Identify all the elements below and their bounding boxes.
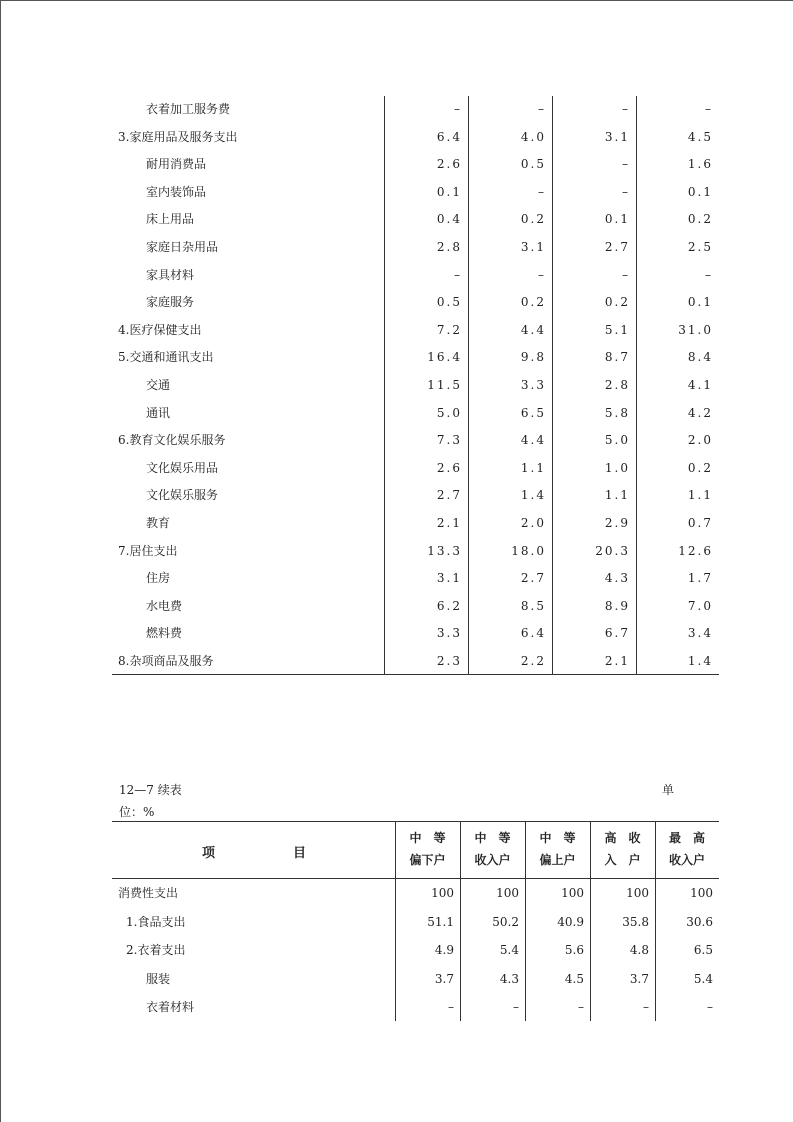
table-row — [112, 151, 719, 178]
table-cell: 1.1 — [687, 488, 713, 503]
table-row — [112, 620, 719, 647]
table-cell: 100 — [431, 886, 454, 900]
row-label: 燃料费 — [146, 626, 183, 641]
table-cell: 40.9 — [557, 914, 584, 929]
table-cell: 0.1 — [687, 184, 713, 199]
table-row — [112, 648, 719, 675]
table-cell: 2.3 — [436, 654, 462, 668]
table-cell: 7.0 — [687, 598, 713, 613]
table-row — [112, 565, 719, 592]
column-header: 最 高 收入户 — [668, 831, 705, 867]
table-cell: 8.5 — [520, 598, 546, 613]
table-cell: 6.7 — [604, 626, 630, 641]
table-cell: 2.5 — [687, 240, 713, 254]
row-label: 4.医疗保健支出 — [118, 322, 202, 337]
table-row — [112, 96, 719, 123]
column-header: 高 收 入 户 — [604, 831, 641, 867]
row-label: 1.食品支出 — [126, 914, 186, 929]
table-cell: 4.5 — [564, 971, 584, 986]
table-cell: 2.0 — [520, 516, 546, 530]
table-cell: 50.2 — [492, 914, 519, 929]
column-header: 中 等 偏下户 — [409, 831, 446, 867]
table-cell: 51.1 — [427, 914, 454, 929]
table-cell: – — [448, 1000, 454, 1014]
table-cell: 2.8 — [604, 378, 630, 392]
table-row — [112, 965, 719, 993]
table-cell: 0.2 — [687, 212, 713, 227]
table-top-rule — [112, 821, 719, 822]
table-cell: 2.1 — [436, 516, 462, 530]
unit-label: 位：% — [119, 805, 155, 819]
table-row — [112, 262, 719, 289]
table-cell: 100 — [626, 886, 649, 900]
table-cell: 5.0 — [436, 405, 462, 420]
table-cell: 2.7 — [604, 240, 630, 254]
row-label: 8.杂项商品及服务 — [118, 654, 214, 668]
table-cell: 4.9 — [434, 943, 454, 957]
table-row — [112, 400, 719, 427]
table-row — [112, 510, 719, 537]
item-column-header: 项 目 — [202, 846, 307, 861]
table-cell: 30.6 — [686, 914, 713, 929]
row-label: 7.居住支出 — [118, 543, 178, 558]
table-cell: 2.7 — [520, 571, 546, 586]
table-cell: – — [707, 1000, 713, 1014]
table-cell: 5.0 — [604, 433, 630, 448]
table-cell: 2.8 — [436, 240, 462, 254]
table-row — [112, 455, 719, 482]
row-label: 衣着材料 — [146, 1000, 195, 1014]
table-row — [112, 993, 719, 1021]
table-cell: 11.5 — [427, 378, 462, 392]
table-cell: – — [705, 267, 713, 282]
row-label: 耐用消费品 — [146, 157, 207, 172]
table-row — [112, 593, 719, 620]
table-cell: – — [454, 267, 462, 282]
table-cell: 4.4 — [520, 322, 546, 337]
row-label: 家具材料 — [146, 267, 195, 282]
table-cell: – — [643, 1000, 649, 1014]
table-cell: 35.8 — [622, 914, 649, 929]
table-cell: 1.6 — [687, 157, 713, 172]
table-cell: 6.4 — [436, 129, 462, 144]
table-cell: 6.5 — [520, 405, 546, 420]
table-cell: 8.7 — [604, 350, 630, 365]
table-cell: 2.9 — [604, 516, 630, 530]
table-cell: – — [454, 102, 462, 116]
row-label: 文化娱乐服务 — [146, 488, 219, 503]
table-cell: 13.3 — [427, 543, 462, 558]
table-row — [112, 372, 719, 399]
table-cell: – — [622, 102, 630, 116]
row-label: 衣着加工服务费 — [146, 102, 231, 116]
row-label: 床上用品 — [146, 212, 195, 227]
row-label: 5.交通和通讯支出 — [118, 350, 214, 365]
table-cell: 5.4 — [693, 971, 713, 986]
table-cell: – — [705, 102, 713, 116]
table-cell: 6.4 — [520, 626, 546, 641]
table-cell: 4.5 — [687, 129, 713, 144]
table-row — [112, 234, 719, 261]
table-cell: 2.6 — [436, 157, 462, 172]
table-cell: 0.7 — [687, 516, 713, 530]
table-cell: 3.7 — [629, 971, 649, 986]
row-label: 家庭服务 — [146, 295, 195, 310]
table-cell: 0.1 — [604, 212, 630, 227]
unit-label-prefix: 单 — [662, 783, 675, 797]
row-label: 6.教育文化娱乐服务 — [118, 433, 226, 448]
table-cell: 7.3 — [436, 433, 462, 448]
table-row — [112, 289, 719, 316]
row-label: 通讯 — [146, 405, 171, 420]
table-cell: 3.3 — [520, 378, 546, 392]
table-cell: 8.9 — [604, 598, 630, 613]
table-cell: 5.4 — [499, 943, 519, 957]
table-bottom-rule — [112, 674, 719, 675]
table-cell: 2.7 — [436, 488, 462, 503]
table-cell: – — [622, 184, 630, 199]
page-left-border — [0, 0, 1, 1122]
row-label: 室内装饰品 — [146, 184, 207, 199]
row-label: 3.家庭用品及服务支出 — [118, 129, 238, 144]
table-cell: 3.3 — [436, 626, 462, 641]
table-cell: 2.2 — [520, 654, 546, 668]
table-cell: 3.7 — [434, 971, 454, 986]
table-row — [112, 206, 719, 233]
table-cell: 0.2 — [520, 212, 546, 227]
table-row — [112, 179, 719, 206]
table-cell: 0.5 — [436, 295, 462, 310]
table-cell: 0.2 — [604, 295, 630, 310]
table-cell: – — [538, 184, 546, 199]
table-cell: 0.1 — [436, 184, 462, 199]
table-cell: 2.1 — [604, 654, 630, 668]
table-cell: 0.2 — [520, 295, 546, 310]
table-cell: 3.4 — [687, 626, 713, 641]
table-cell: 1.1 — [604, 488, 630, 503]
table-cell: 2.0 — [687, 433, 713, 448]
page-top-border — [0, 0, 793, 1]
row-label: 住房 — [146, 571, 171, 586]
table-cell: 100 — [496, 886, 519, 900]
table-cell: – — [578, 1000, 584, 1014]
table-cell: 0.4 — [436, 212, 462, 227]
table-cell: 5.8 — [604, 405, 630, 420]
table-row — [112, 482, 719, 509]
table-cell: 7.2 — [436, 322, 462, 337]
table-cell: 0.2 — [687, 460, 713, 475]
table-cell: 3.1 — [520, 240, 546, 254]
table-cell: 18.0 — [511, 543, 546, 558]
table-row — [112, 427, 719, 454]
table-cell: 16.4 — [427, 350, 462, 365]
table-row — [112, 908, 719, 936]
table-row — [112, 124, 719, 151]
row-label: 消费性支出 — [118, 886, 179, 900]
table-cell: – — [513, 1000, 519, 1014]
table-cell: 4.1 — [687, 378, 713, 392]
table-cell: – — [622, 157, 630, 172]
table-cell: 1.1 — [520, 460, 546, 475]
table-cell: 12.6 — [678, 543, 713, 558]
table-cell: 0.1 — [687, 295, 713, 310]
table-cell: 1.7 — [687, 571, 713, 586]
column-header: 中 等 偏上户 — [539, 831, 576, 867]
table-row — [112, 538, 719, 565]
table-cell: 3.1 — [436, 571, 462, 586]
row-label: 2.衣着支出 — [126, 943, 186, 957]
table-cell: 1.0 — [604, 460, 630, 475]
table-row — [112, 317, 719, 344]
table-cell: 6.2 — [436, 598, 462, 613]
table-cell: 9.8 — [520, 350, 546, 365]
row-label: 水电费 — [146, 598, 183, 613]
table-cell: 1.4 — [520, 488, 546, 503]
table-cell: 2.6 — [436, 460, 462, 475]
table-row — [112, 936, 719, 964]
table-cell: 6.5 — [693, 943, 713, 957]
table-cell: – — [538, 102, 546, 116]
table-row — [112, 344, 719, 371]
row-label: 交通 — [146, 378, 171, 392]
table-cell: 3.1 — [604, 129, 630, 144]
table-cell: 0.5 — [520, 157, 546, 172]
table-cell: 100 — [690, 886, 713, 900]
table-cell: – — [538, 267, 546, 282]
table-cell: 5.1 — [604, 322, 630, 337]
expenditure-table — [112, 821, 719, 1021]
table-caption: 12—7 续表 — [119, 783, 182, 797]
table-cell: 31.0 — [678, 322, 713, 337]
table-cell: 8.4 — [687, 350, 713, 365]
row-label: 家庭日杂用品 — [146, 240, 219, 254]
table-cell: 4.8 — [629, 943, 649, 957]
table-cell: 4.3 — [604, 571, 630, 586]
row-label: 文化娱乐用品 — [146, 460, 219, 475]
table-cell: 4.3 — [499, 971, 519, 986]
table-row — [112, 879, 719, 907]
table-cell: 4.2 — [687, 405, 713, 420]
row-label: 教育 — [146, 516, 171, 530]
table-cell: 5.6 — [564, 943, 584, 957]
row-label: 服装 — [146, 971, 171, 986]
column-header: 中 等 收入户 — [474, 831, 511, 867]
table-cell: 100 — [561, 886, 584, 900]
table-cell: – — [622, 267, 630, 282]
table-cell: 4.0 — [520, 129, 546, 144]
table-cell: 4.4 — [520, 433, 546, 448]
table-cell: 20.3 — [595, 543, 630, 558]
table-cell: 1.4 — [687, 654, 713, 668]
